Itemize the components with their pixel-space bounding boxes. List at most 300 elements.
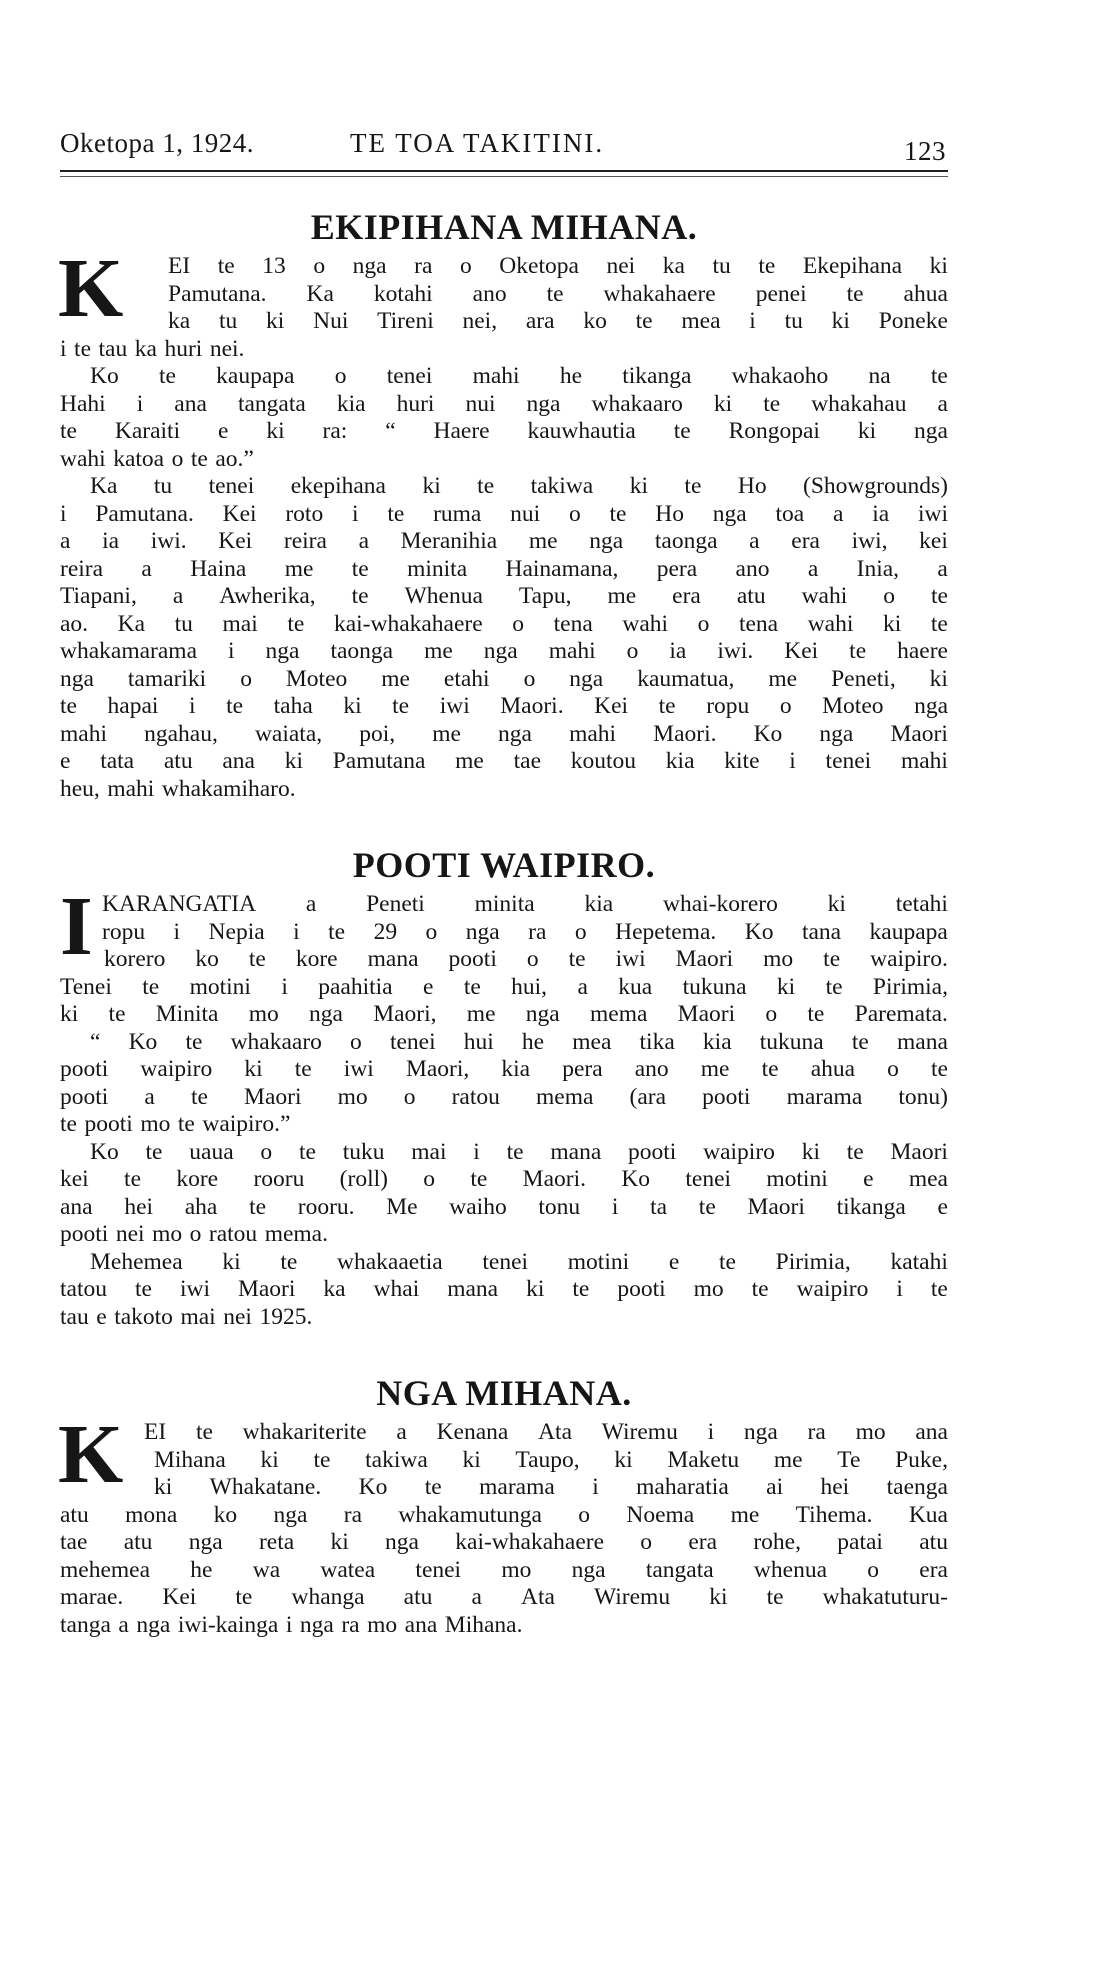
drop-cap: K — [58, 242, 124, 335]
word: atu — [123, 1529, 153, 1555]
word: te — [807, 1001, 825, 1027]
word: i — [281, 973, 288, 1000]
word: a — [358, 528, 370, 554]
text-line — [60, 611, 948, 639]
word: he — [521, 1028, 545, 1055]
word: a — [118, 1611, 129, 1638]
word: o — [883, 583, 896, 609]
word: Ata — [538, 1419, 573, 1445]
word: ki — [266, 418, 285, 444]
word: ki — [343, 693, 362, 719]
word: era — [791, 528, 820, 554]
word: nei. — [209, 335, 245, 362]
text-line — [60, 666, 948, 694]
word: tau — [60, 1303, 89, 1330]
word: tamariki — [127, 665, 207, 692]
word: ana — [404, 1611, 438, 1638]
word: te — [74, 335, 92, 362]
drop-cap: I — [60, 880, 93, 973]
word: watea — [320, 1556, 376, 1583]
word: korero — [104, 946, 166, 972]
word: atu — [163, 748, 193, 774]
word: o — [459, 253, 472, 279]
word: Tireni — [377, 308, 434, 334]
page-number: 123 — [904, 136, 946, 166]
word: Nui — [313, 308, 349, 334]
word: taonga — [330, 638, 394, 664]
word: a — [937, 390, 948, 417]
word: penei — [755, 280, 807, 307]
word: te — [609, 500, 627, 527]
word: Haina — [190, 555, 247, 582]
word: o — [189, 1221, 202, 1247]
word: me — [424, 638, 453, 664]
word: te — [108, 1001, 126, 1027]
word: Meranihia — [400, 528, 498, 554]
word: ki — [462, 1446, 481, 1473]
word: mona — [125, 1501, 178, 1528]
word: taha — [273, 693, 313, 719]
word: te — [846, 1138, 864, 1165]
word: Noema — [626, 1501, 695, 1528]
word: te — [134, 1276, 152, 1302]
word: e — [60, 748, 71, 774]
word: nga — [571, 1556, 606, 1583]
word: whakaoho — [731, 363, 829, 389]
word: pera — [562, 1056, 603, 1082]
word: mahi — [900, 748, 948, 774]
opening-paragraph — [58, 242, 948, 336]
word: mo — [855, 1419, 886, 1445]
text-line — [60, 501, 948, 529]
text-line — [60, 1249, 948, 1277]
word: Ka — [306, 280, 334, 307]
word: ki — [857, 418, 877, 444]
word: atu — [919, 1529, 948, 1555]
word: ki — [713, 390, 733, 417]
word: Oketopa — [499, 253, 579, 279]
word: a — [471, 1584, 482, 1610]
word: mo — [501, 1556, 532, 1583]
word: 1925. — [259, 1303, 313, 1330]
word: nga — [526, 390, 561, 417]
word: Puke, — [895, 1446, 948, 1473]
word: Ko — [90, 1138, 119, 1165]
word: nga — [483, 638, 518, 664]
word: nga — [914, 418, 948, 444]
word: (ara — [629, 1083, 667, 1110]
word: waipiro — [796, 1276, 869, 1302]
word: o — [423, 1166, 436, 1192]
drop-cap: K — [58, 1408, 124, 1501]
text-line — [60, 556, 948, 584]
text-line — [60, 1139, 948, 1167]
text-line — [60, 1276, 948, 1304]
word: mahi — [548, 638, 596, 664]
word: i — [285, 1611, 293, 1638]
word: ki — [60, 1001, 79, 1027]
word: kite — [724, 748, 760, 774]
word: ki — [827, 891, 846, 917]
text-line — [60, 721, 948, 749]
word: i — [749, 308, 756, 334]
word: ki — [284, 748, 303, 774]
word: Hepetema. — [615, 918, 717, 945]
word: Maori — [890, 1138, 948, 1165]
word: nga — [136, 1611, 171, 1638]
word: Rongopai — [728, 418, 820, 444]
word: Maori. — [500, 693, 564, 719]
word: mo — [337, 1083, 368, 1110]
section-title-nga-mihana: NGA MIHANA. — [376, 1373, 632, 1413]
word: Poneke — [878, 308, 948, 334]
word: rohe, — [753, 1529, 801, 1555]
word: o — [403, 1083, 416, 1110]
word: i — [228, 638, 235, 664]
word: te — [392, 693, 410, 719]
word: Maori. — [653, 720, 717, 747]
word: EI — [144, 1419, 167, 1445]
word: taenga — [886, 1474, 948, 1500]
word: o — [887, 1056, 899, 1082]
word: ano — [634, 1056, 669, 1082]
word: Maori — [244, 1083, 302, 1110]
word: marama — [479, 1474, 555, 1500]
word: i — [60, 500, 67, 527]
word: mahi — [107, 775, 155, 802]
word: ai — [766, 1474, 784, 1500]
text-line — [60, 418, 948, 446]
word: ia — [102, 528, 120, 554]
text-line — [60, 446, 948, 474]
word: “ — [385, 418, 396, 444]
word: tangata — [237, 390, 306, 417]
word: patai — [837, 1529, 883, 1555]
word: tena — [553, 610, 593, 637]
word: waiho — [449, 1193, 507, 1220]
word: te — [698, 1193, 716, 1220]
word: ano — [735, 555, 770, 582]
word: te — [766, 1584, 784, 1610]
word: waipiro — [703, 1138, 775, 1165]
newspaper-page — [60, 122, 948, 1639]
word: Kei — [222, 500, 257, 527]
word: whakaaetia — [337, 1248, 443, 1275]
word: pooti — [60, 1221, 109, 1247]
word: iwi. — [717, 638, 754, 664]
word: atu — [403, 1584, 433, 1610]
word: marama — [786, 1083, 863, 1110]
word: whakariterite — [242, 1419, 367, 1445]
word: te — [851, 1028, 869, 1055]
word: o — [313, 253, 326, 279]
word: (roll) — [339, 1166, 388, 1192]
text-line — [60, 528, 948, 556]
opening-paragraph — [58, 1408, 948, 1502]
publication-title: TE TOA TAKITINI. — [350, 128, 605, 158]
word: pooti — [617, 1276, 666, 1302]
word: mai — [222, 610, 258, 637]
word: me — [528, 528, 558, 554]
word: ao.” — [215, 445, 254, 472]
word: huri — [396, 390, 435, 417]
word: tenei — [685, 1166, 732, 1192]
word: etahi — [443, 665, 490, 692]
word: Pirimia, — [775, 1248, 851, 1275]
word: a — [807, 555, 819, 582]
word: nga — [273, 1501, 308, 1528]
word: a — [141, 555, 152, 582]
word: takiwa — [365, 1446, 428, 1473]
word: a — [172, 583, 184, 609]
word: me — [466, 1001, 496, 1027]
word: hui — [463, 1028, 494, 1055]
word: mo — [140, 1111, 171, 1137]
word: me — [432, 720, 461, 747]
word: te — [658, 693, 676, 719]
word: te — [470, 1166, 488, 1192]
word: te — [185, 1028, 203, 1055]
word: nga — [299, 1611, 334, 1638]
word: i — [473, 1138, 480, 1165]
word: tenei — [389, 1028, 436, 1055]
word: tenei — [825, 748, 872, 774]
word: nui — [465, 390, 496, 417]
text-line — [60, 1447, 948, 1475]
word: ngahau, — [144, 720, 218, 747]
word: nei — [606, 253, 636, 279]
word: mo — [763, 946, 794, 972]
word: ia — [872, 500, 890, 527]
word: te — [825, 973, 843, 1000]
word: ia — [669, 638, 687, 664]
word: te — [930, 610, 948, 637]
word: nga — [188, 1529, 223, 1555]
word: kia — [584, 891, 614, 917]
word: Maori, — [373, 1001, 437, 1027]
word: ra — [414, 253, 433, 279]
word: te — [673, 418, 691, 444]
word: o — [523, 665, 536, 692]
word: te — [751, 1276, 769, 1302]
word: ki — [929, 665, 948, 692]
text-line — [60, 1502, 948, 1530]
word: tae — [513, 748, 542, 774]
word: o — [867, 1556, 880, 1583]
word: Karaiti — [114, 418, 181, 444]
text-line — [60, 1474, 948, 1502]
word: te — [280, 1248, 298, 1275]
word: atu — [60, 1501, 89, 1528]
text-line — [60, 1001, 948, 1029]
word: nga — [743, 1419, 778, 1445]
word: reira — [283, 528, 327, 554]
word: ki — [929, 253, 948, 279]
word: ki — [244, 1056, 263, 1082]
word: wahi — [622, 610, 669, 637]
word: he — [559, 363, 583, 389]
word: ra — [343, 1501, 363, 1528]
word: tu — [153, 473, 173, 499]
word: te — [568, 946, 586, 972]
word: a — [396, 1419, 407, 1445]
text-line — [60, 363, 948, 391]
word: ko — [213, 1501, 238, 1528]
word: te — [60, 418, 77, 444]
word: Ka — [90, 473, 118, 499]
word: te — [195, 1419, 213, 1445]
word: mahi — [472, 363, 520, 389]
word: tenei — [415, 1556, 462, 1583]
word: te — [235, 1584, 253, 1610]
word: tae — [60, 1529, 88, 1555]
word: marae. — [60, 1584, 124, 1610]
word: kaupapa — [216, 363, 295, 389]
word: Pamutana — [332, 748, 426, 774]
word: reira — [60, 555, 104, 582]
word: ratou — [451, 1083, 500, 1110]
word: te — [328, 918, 346, 945]
word: Pirimia, — [872, 973, 948, 1000]
word: te — [758, 253, 776, 279]
text-line — [60, 281, 948, 309]
text-line — [60, 1584, 948, 1612]
word: Ko — [128, 1028, 158, 1055]
word: o — [526, 946, 539, 972]
text-line — [60, 1084, 948, 1112]
word: tatou — [60, 1276, 107, 1302]
word: Maori — [890, 720, 948, 747]
word: whakahau — [811, 390, 907, 417]
word: te — [124, 1166, 142, 1192]
word: ara — [525, 308, 555, 334]
word: tukuna — [682, 973, 747, 1000]
text-line — [60, 946, 948, 974]
word: ko — [583, 308, 607, 334]
word: ki — [831, 308, 850, 334]
word: me — [607, 583, 637, 609]
word: me — [730, 1501, 760, 1528]
word: me — [381, 665, 410, 692]
section-title-text: POOTI WAIPIRO. — [352, 845, 656, 885]
word: reta — [258, 1529, 295, 1555]
word: o — [568, 500, 581, 527]
word: te — [823, 946, 841, 972]
word: tau — [98, 335, 128, 362]
word: kauwhautia — [527, 418, 636, 444]
word: Maori — [675, 946, 734, 972]
word: mana — [550, 1138, 602, 1165]
word: te — [506, 1138, 524, 1165]
word: o — [512, 610, 525, 637]
word: ka — [662, 253, 685, 279]
word: Mihana — [154, 1446, 226, 1473]
word: te — [387, 500, 405, 527]
word: kai-whakahaere — [333, 610, 483, 637]
word: ra — [341, 1611, 360, 1638]
word: tetahi — [895, 891, 948, 917]
word: a — [144, 1083, 155, 1110]
text-line — [60, 919, 948, 947]
word: motini — [567, 1248, 630, 1275]
word: o — [640, 1529, 653, 1555]
word: o — [350, 1028, 362, 1055]
word: hei — [820, 1474, 850, 1500]
word: motini — [189, 973, 251, 1000]
word: Awherika, — [219, 583, 316, 609]
word: Haere — [433, 418, 490, 444]
opening-paragraph — [60, 880, 948, 974]
word: ki — [801, 1138, 820, 1165]
text-line — [60, 1419, 948, 1447]
word: Ho — [655, 500, 684, 527]
text-line — [60, 1056, 948, 1084]
word: pooti — [702, 1083, 751, 1110]
word: Tenei — [60, 973, 112, 1000]
word: i — [352, 500, 359, 527]
word: wa — [252, 1556, 281, 1583]
word: nei, — [462, 308, 498, 334]
word: tu — [218, 308, 238, 334]
word: tikanga — [836, 1193, 906, 1220]
word: ka — [323, 1276, 346, 1302]
word: whakahaere — [603, 280, 716, 307]
word: mea — [681, 308, 721, 334]
word: kia — [665, 748, 695, 774]
word: me — [768, 665, 798, 692]
word: Maori — [237, 1276, 296, 1302]
word: te — [684, 473, 702, 499]
word: i — [592, 1474, 599, 1500]
article-pooti-waipiro — [60, 880, 948, 1331]
word: KARANGATIA — [102, 891, 257, 917]
word: te — [60, 1111, 77, 1137]
word: me — [455, 748, 484, 774]
word: Maori — [677, 1001, 736, 1027]
word: taonga — [654, 528, 718, 554]
word: te — [351, 583, 369, 609]
word: kaupapa — [869, 918, 948, 945]
word: o — [765, 1001, 778, 1027]
word: te — [763, 390, 781, 417]
word: a — [749, 528, 760, 554]
word: o — [425, 918, 438, 945]
word: ki — [260, 1446, 279, 1473]
word: iwi-kainga — [177, 1611, 279, 1638]
word: me — [773, 1446, 803, 1473]
word: Tapu, — [518, 583, 572, 609]
word: te — [294, 1056, 312, 1082]
word: te — [931, 583, 948, 609]
word: mana — [897, 1028, 948, 1055]
word: he — [190, 1556, 213, 1583]
word: te — [351, 555, 369, 582]
word: ano — [472, 280, 507, 307]
word: kei — [919, 528, 948, 554]
text-line — [60, 308, 948, 336]
word: Paremata. — [854, 1001, 948, 1027]
text-line — [60, 253, 948, 281]
word: Pamutana. — [95, 500, 194, 527]
word: mahi — [569, 720, 617, 747]
word: te — [249, 1193, 267, 1220]
word: tu — [174, 610, 193, 637]
word: te — [463, 973, 481, 1000]
word: te — [849, 638, 867, 664]
word: mo — [367, 1611, 398, 1638]
word: iwi — [615, 946, 646, 972]
word: ao. — [60, 610, 89, 637]
